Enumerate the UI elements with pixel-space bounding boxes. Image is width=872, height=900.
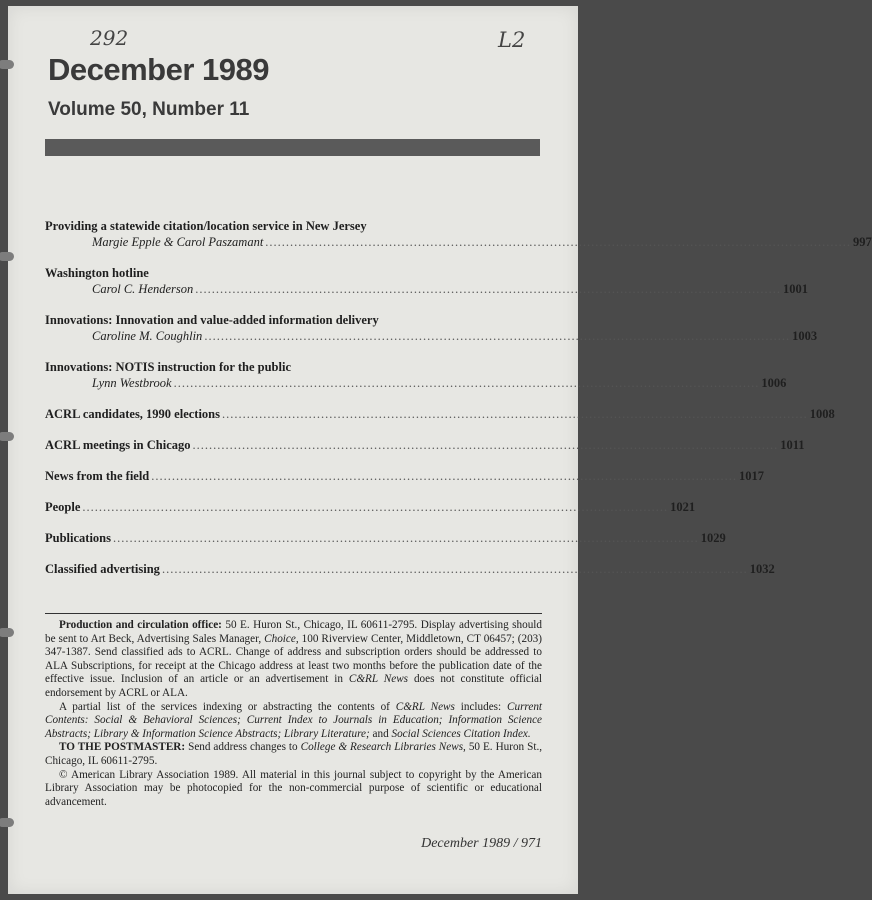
leader-dots: ..............................................................................................................................................: [161, 562, 748, 576]
binding-hole: [0, 818, 14, 827]
toc-page-number: 1006: [761, 376, 787, 390]
indexing-paragraph: A partial list of the services indexing or abstracting the contents of C&RL News includes: Current Contents: Social & Behavioral Sciences; Current Index to Journals in Education; Information Science Abstracts; Library & Information Science Abstracts; Library Literature; and Social Sciences Citation Index.: [45, 700, 543, 740]
toc-page-number: 1011: [780, 438, 805, 452]
binding-hole: [0, 628, 14, 637]
toc-entry: [45, 406, 835, 422]
toc-title: Publications: [45, 531, 111, 545]
toc-page-number: 1001: [783, 282, 809, 296]
toc-title: Classified advertising: [45, 562, 160, 576]
production-paragraph: Production and circulation office: 50 E. Huron St., Chicago, IL 60611-2795. Display advertising should be sent to Art Beck, Advertising Sales Manager, Choice, 100 Riverview Center, Middletown, CT 06457; (203) 347-1387. Send classified ads to ACRL. Change of address and subscription orders should be addressed to ALA Subscriptions, for receipt at the Chicago address at least two months before the publication date of the effective issue. Inclusion of an article or an advertisement in C&RL News does not constitute official endorsement by ACRL or ALA.: [45, 619, 543, 699]
journal-page: [8, 6, 872, 894]
toc-title: Washington hotline: [45, 266, 149, 280]
toc-title: Innovations: NOTIS instruction for the public: [45, 360, 291, 374]
toc-title: ACRL meetings in Chicago: [45, 438, 191, 452]
copyright-paragraph: © American Library Association 1989. All material in this journal subject to copyright by the American Library Association may be photocopied for the non-commercial purpose of scientific or educational advancement.: [45, 768, 542, 808]
binding-hole: [0, 432, 14, 441]
toc-author: Margie Epple & Carol Paszamant: [92, 235, 264, 249]
postmaster-paragraph: TO THE POSTMASTER: Send address changes to College & Research Libraries News, 50 E. Huron St., Chicago, IL 60611-2795.: [45, 741, 543, 767]
toc-entry: [45, 561, 775, 577]
toc-entry: [45, 265, 809, 297]
binding-hole: [0, 252, 14, 261]
toc-entry: [45, 530, 726, 546]
toc-author: Caroline M. Coughlin: [92, 329, 203, 343]
handwritten-note-left: 292: [90, 26, 129, 50]
toc-title: ACRL candidates, 1990 elections: [45, 407, 220, 421]
header-bar: [45, 139, 540, 156]
toc-page-number: 1021: [670, 500, 696, 514]
production-label: Production and circulation office:: [59, 619, 222, 631]
leader-dots: ..............................................................................................................................................: [265, 235, 852, 249]
handwritten-note-right: L2: [498, 28, 526, 52]
toc-entry: [45, 359, 787, 391]
leader-dots: ..............................................................................................................................................: [195, 282, 782, 296]
toc-entry: [45, 312, 818, 344]
toc-entry: [45, 468, 765, 484]
leader-dots: ..............................................................................................................................................: [192, 438, 779, 452]
postmaster-label: TO THE POSTMASTER:: [59, 741, 186, 754]
toc-page-number: 1017: [739, 469, 765, 483]
toc-page-number: 1029: [700, 531, 726, 545]
toc-entry: [45, 437, 805, 453]
leader-dots: ..............................................................................................................................................: [204, 329, 791, 343]
leader-dots: ..............................................................................................................................................: [222, 407, 808, 421]
toc-title: News from the field: [45, 469, 150, 483]
toc-page-number: 1032: [749, 562, 775, 576]
page-number-footer: December 1989 / 971: [421, 836, 542, 851]
toc-page-number: 1003: [792, 329, 818, 343]
toc-page-number: 1008: [809, 407, 835, 421]
issue-date-heading: December 1989: [48, 52, 269, 87]
toc-title: Innovations: Innovation and value-added information delivery: [45, 313, 379, 327]
binding-hole: [0, 60, 14, 69]
publication-info: [45, 619, 542, 809]
toc-author: Carol C. Henderson: [92, 282, 194, 296]
toc-page-number: 997: [853, 235, 872, 249]
toc-author: Lynn Westbrook: [92, 376, 172, 390]
table-of-contents: [45, 218, 872, 577]
toc-entry: [45, 499, 696, 515]
leader-dots: ..............................................................................................................................................: [113, 531, 699, 545]
leader-dots: ..............................................................................................................................................: [82, 500, 669, 514]
leader-dots: ..............................................................................................................................................: [173, 376, 760, 390]
volume-number: Volume 50, Number 11: [48, 99, 250, 120]
toc-title: Providing a statewide citation/location service in New Jersey: [45, 219, 367, 233]
leader-dots: ..............................................................................................................................................: [151, 469, 738, 483]
footer-rule: [45, 613, 542, 614]
toc-title: People: [45, 500, 81, 514]
toc-entry: [45, 218, 872, 250]
